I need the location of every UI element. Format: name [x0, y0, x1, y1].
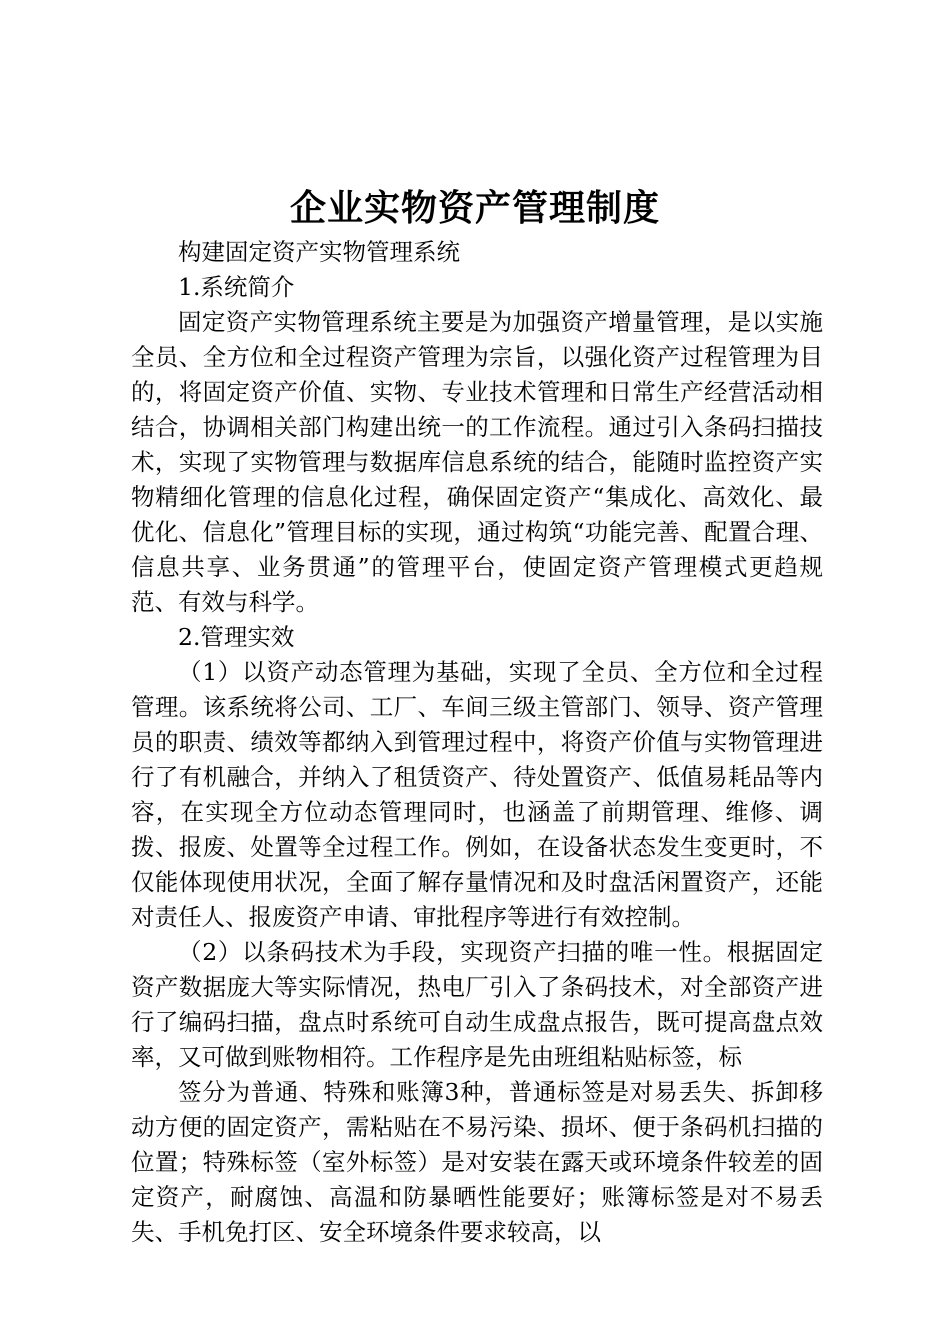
paragraph: 签分为普通、特殊和账簿3种，普通标签是对易丢失、拆卸移动方便的固定资产，需粘贴在不易污染、损坏、便于条码机扫描的位置；特殊标签（室外标签）是对安装在露天或环境条件较差的固定资产，耐腐蚀、高温和防暴晒性能要好；账簿标签是对不易丢失、手机免打区、安全环境条件要求较高，以: [131, 1078, 823, 1246]
section-heading-2: 2.管理实效: [178, 623, 295, 651]
paragraph: 固定资产实物管理系统主要是为加强资产增量管理，是以实施全员、全方位和全过程资产管理为宗旨，以强化资产过程管理为目的，将固定资产价值、实物、专业技术管理和日常生产经营活动相结合，协调相关部门构建出统一的工作流程。通过引入条码扫描技术，实现了实物管理与数据库信息系统的结合，能随时监控资产实物精细化管理的信息化过程，确保固定资产“集成化、高效化、最优化、信息化”管理目标的实现，通过构筑“功能完善、配置合理、信息共享、业务贯通”的管理平台，使固定资产管理模式更趋规范、有效与科学。: [131, 308, 823, 616]
section-heading-1: 1.系统简介: [178, 273, 295, 301]
paragraph-heading: 构建固定资产实物管理系统: [178, 238, 460, 266]
document-title: 企业实物资产管理制度: [289, 187, 660, 229]
paragraph: （1）以资产动态管理为基础，实现了全员、全方位和全过程管理。该系统将公司、工厂、车间三级主管部门、领导、资产管理员的职责、绩效等都纳入到管理过程中，将资产价值与实物管理进行了有机融合，并纳入了租赁资产、待处置资产、低值易耗品等内容，在实现全方位动态管理同时，也涵盖了前期管理、维修、调拨、报废、处置等全过程工作。例如，在设备状态发生变更时，不仅能体现使用状况，全面了解存量情况和及时盘活闲置资产，还能对责任人、报废资产申请、审批程序等进行有效控制。: [131, 658, 823, 931]
document-body: [131, 235, 823, 1250]
paragraph: （2）以条码技术为手段，实现资产扫描的唯一性。根据固定资产数据庞大等实际情况，热电厂引入了条码技术，对全部资产进行了编码扫描，盘点时系统可自动生成盘点报告，既可提高盘点效率，又可做到账物相符。工作程序是先由班组粘贴标签，标: [131, 938, 823, 1071]
